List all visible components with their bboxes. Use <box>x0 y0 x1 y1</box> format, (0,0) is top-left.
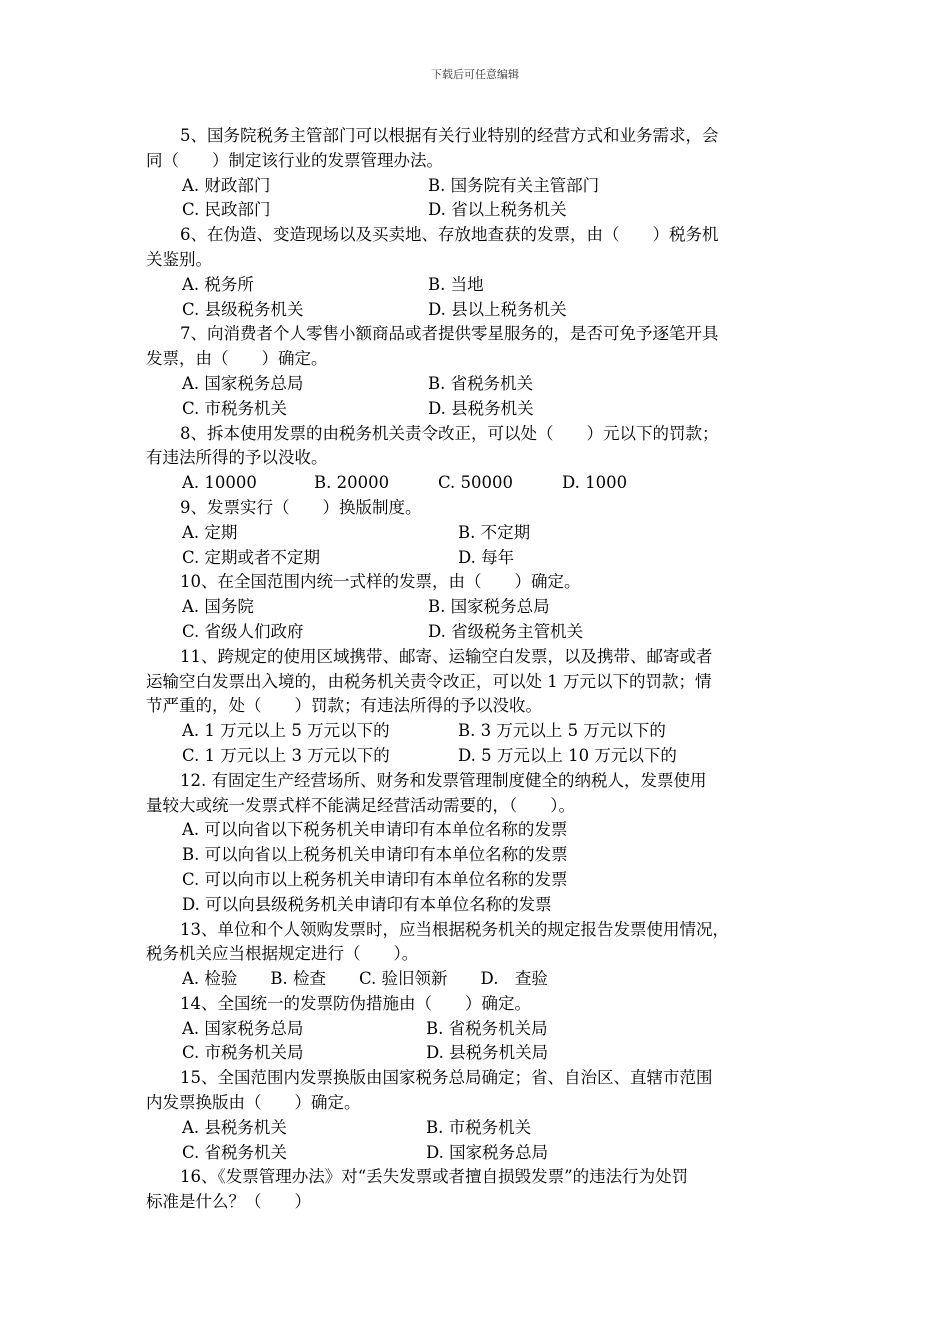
option-row: A. 检验 B. 检查 C. 验旧领新 D. 查验 <box>182 969 548 989</box>
option-d: D. 1000 <box>562 473 628 493</box>
option-d: D. 县税务机关局 <box>426 1043 549 1063</box>
question-11 <box>146 645 816 769</box>
question-9 <box>146 496 816 570</box>
option-b: B. 省税务机关 <box>428 373 534 393</box>
page-header: 下载后可任意编辑 <box>431 68 519 81</box>
option-row <box>146 546 816 571</box>
option-c: C. 省税务机关 <box>182 1142 288 1162</box>
question-text: 11、跨规定的使用区域携带、邮寄、运输空白发票，以及携带、邮寄或者 <box>180 646 713 666</box>
option-b: B. 国家税务总局 <box>428 597 550 617</box>
option-row <box>146 1017 816 1042</box>
question-text: 运输空白发票出入境的，由税务机关责令改正，可以处 1 万元以下的罚款；情 <box>146 671 712 691</box>
option-b: B. 20000 <box>314 473 390 493</box>
option-row <box>146 620 816 645</box>
option-c: C. 50000 <box>438 473 514 493</box>
option-b: B. 不定期 <box>458 522 531 542</box>
question-text: 量较大或统一发票式样不能满足经营活动需要的，（ ）。 <box>146 795 575 815</box>
option-a: A. 10000 <box>182 473 257 493</box>
option-c: C. 市税务机关局 <box>182 1043 304 1063</box>
document-body <box>146 124 816 1215</box>
question-15 <box>146 1066 816 1165</box>
option-row <box>146 719 816 744</box>
option-b: B. 省税务机关局 <box>426 1018 548 1038</box>
option-row <box>146 174 816 199</box>
option-a: A. 定期 <box>182 522 238 542</box>
option-d: D. 省级税务主管机关 <box>428 621 584 641</box>
option-d: D. 国家税务总局 <box>426 1142 549 1162</box>
option-a: A. 税务所 <box>182 274 254 294</box>
question-text: 内发票换版由（ ）确定。 <box>146 1093 361 1113</box>
option-a: A. 国家税务总局 <box>182 1018 304 1038</box>
question-text: 7、向消费者个人零售小额商品或者提供零星服务的，是否可免予逐笔开具 <box>180 324 719 344</box>
option-row <box>146 372 816 397</box>
option-d: D. 县税务机关 <box>428 398 534 418</box>
question-text: 5、国务院税务主管部门可以根据有关行业特别的经营方式和业务需求，会 <box>180 126 719 145</box>
option-row <box>146 198 816 223</box>
question-8 <box>146 422 816 496</box>
question-text: 6、在伪造、变造现场以及买卖地、存放地查获的发票，由（ ）税务机 <box>180 225 719 245</box>
option-d: D. 省以上税务机关 <box>428 200 567 220</box>
option-b: B. 当地 <box>428 274 484 294</box>
option-d: D. 每年 <box>458 547 515 567</box>
option-row <box>146 1041 816 1066</box>
option-a: A. 县税务机关 <box>182 1117 287 1137</box>
question-10 <box>146 570 816 644</box>
option-row <box>146 273 816 298</box>
option-c: C. 可以向市以上税务机关申请印有本单位名称的发票 <box>182 869 568 889</box>
question-text: 9、发票实行（ ）换版制度。 <box>180 497 422 517</box>
option-c: C. 定期或者不定期 <box>182 547 321 567</box>
option-row <box>146 298 816 323</box>
option-d: D. 可以向县级税务机关申请印有本单位名称的发票 <box>182 894 552 914</box>
option-a: A. 可以向省以下税务机关申请印有本单位名称的发票 <box>182 820 568 840</box>
option-a: A. 1 万元以上 5 万元以下的 <box>182 721 390 741</box>
option-d: D. 县以上税务机关 <box>428 299 567 319</box>
question-text: 有违法所得的予以没收。 <box>146 448 328 468</box>
question-text: 8、拆本使用发票的由税务机关责令改正，可以处（ ）元以下的罚款； <box>180 423 719 443</box>
option-row <box>146 744 816 769</box>
question-text: 13、单位和个人领购发票时，应当根据税务机关的规定报告发票使用情况， <box>180 919 729 939</box>
option-c: C. 1 万元以上 3 万元以下的 <box>182 745 390 765</box>
option-c: C. 市税务机关 <box>182 398 288 418</box>
option-b: B. 3 万元以上 5 万元以下的 <box>458 721 666 741</box>
question-14 <box>146 992 816 1066</box>
option-b: B. 市税务机关 <box>426 1117 532 1137</box>
option-a: A. 财政部门 <box>182 175 271 195</box>
option-b: B. 可以向省以上税务机关申请印有本单位名称的发票 <box>182 845 568 865</box>
question-text: 节严重的，处（ ）罚款；有违法所得的予以没收。 <box>146 696 542 716</box>
option-a: A. 国务院 <box>182 597 254 617</box>
option-c: C. 县级税务机关 <box>182 299 304 319</box>
option-row <box>146 397 816 422</box>
option-row <box>146 595 816 620</box>
question-text: 标准是什么？（ ） <box>146 1192 311 1212</box>
option-b: B. 国务院有关主管部门 <box>428 175 600 195</box>
question-text: 税务机关应当根据规定进行（ ）。 <box>146 944 419 964</box>
question-5 <box>146 124 816 223</box>
option-d: D. 5 万元以上 10 万元以下的 <box>458 745 677 765</box>
option-a: A. 国家税务总局 <box>182 373 304 393</box>
option-row <box>146 521 816 546</box>
question-7 <box>146 322 816 421</box>
option-row <box>146 1116 816 1141</box>
question-text: 16、《发票管理办法》对“丢失发票或者擅自损毁发票”的违法行为处罚 <box>180 1167 689 1187</box>
question-text: 10、在全国范围内统一式样的发票，由（ ）确定。 <box>180 572 581 592</box>
question-text: 关鉴别。 <box>146 249 212 269</box>
option-row <box>146 471 816 496</box>
question-text: 发票，由（ ）确定。 <box>146 349 328 369</box>
question-6 <box>146 223 816 322</box>
question-text: 15、全国范围内发票换版由国家税务总局确定；省、自治区、直辖市范围 <box>180 1068 713 1088</box>
question-12 <box>146 769 816 918</box>
question-13 <box>146 918 816 992</box>
question-16 <box>146 1165 816 1215</box>
option-c: C. 民政部门 <box>182 200 271 220</box>
question-text: 14、全国统一的发票防伪措施由（ ）确定。 <box>180 993 531 1013</box>
option-row <box>146 1141 816 1166</box>
option-c: C. 省级人们政府 <box>182 621 304 641</box>
question-text: 同（ ）制定该行业的发票管理办法。 <box>146 150 443 170</box>
question-text: 12. 有固定生产经营场所、财务和发票管理制度健全的纳税人，发票使用 <box>180 770 707 790</box>
